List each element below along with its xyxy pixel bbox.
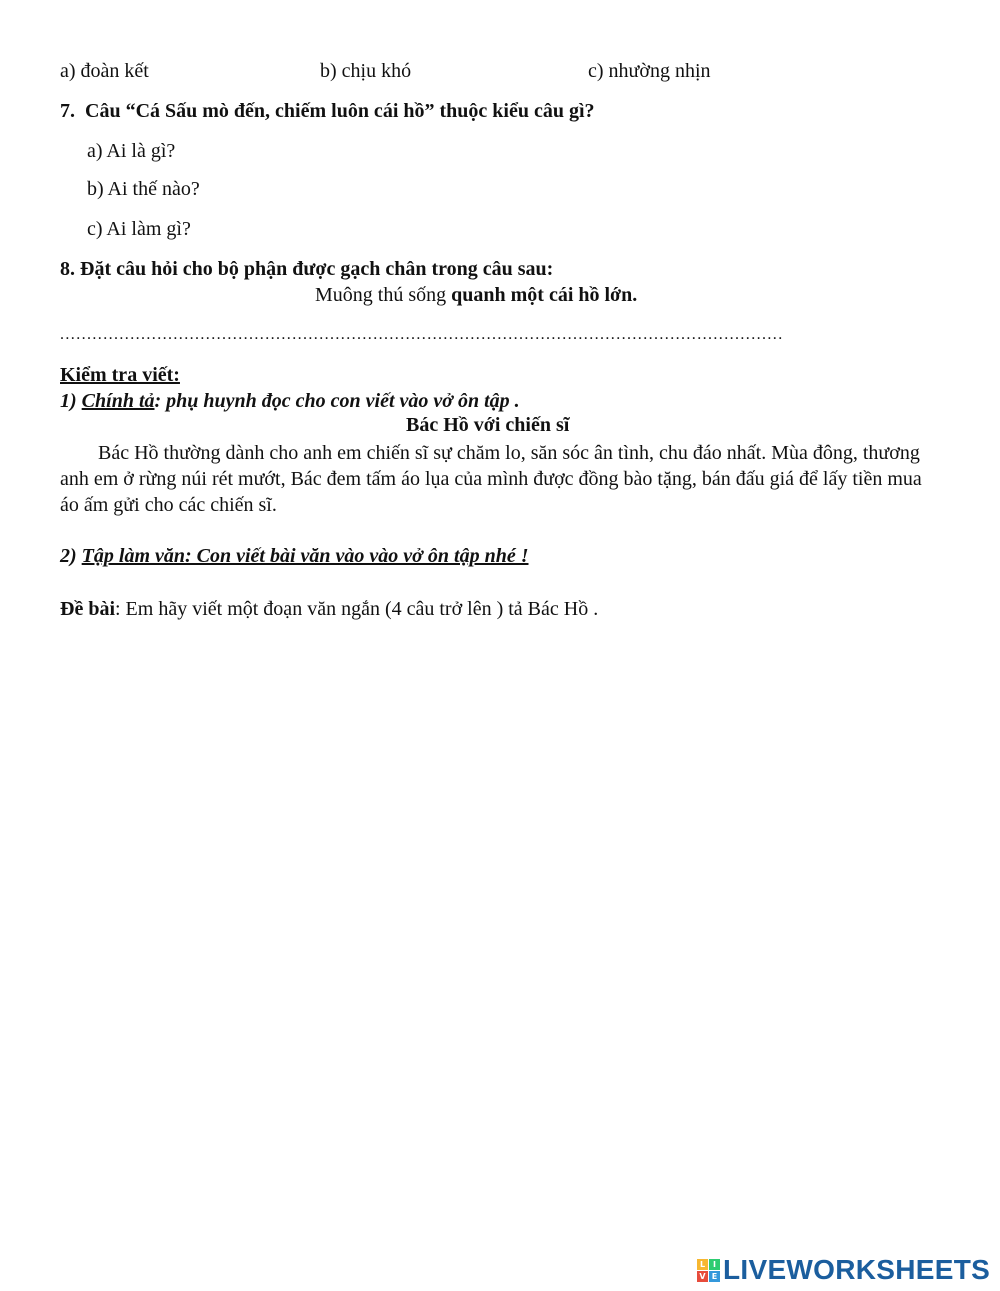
q6-option-a: a) đoàn kết	[60, 60, 149, 82]
topic-text: : Em hãy viết một đoạn văn ngắn (4 câu trở lên ) tả Bác Hồ .	[115, 598, 599, 620]
dictation-instruction	[60, 390, 520, 413]
logo-tile-l: L	[697, 1259, 708, 1270]
q7-question	[60, 100, 595, 123]
q8-sentence-underlined-part: quanh một cái hồ lớn.	[451, 284, 638, 306]
logo-wordmark: LIVEWORKSHEETS	[723, 1254, 991, 1285]
logo-tile-v: V	[697, 1271, 708, 1282]
dictation-rest: : phụ huynh đọc cho con viết vào vở ôn tập .	[154, 390, 520, 412]
q7-option-b: b) Ai thế nào?	[87, 178, 200, 200]
composition-number: 2)	[60, 545, 82, 567]
writing-heading: Kiểm tra viết:	[60, 364, 180, 386]
composition-text: Tập làm văn: Con viết bài văn vào vào vở ôn tập nhé !	[81, 545, 529, 567]
q8-sentence	[315, 284, 637, 307]
q7-number: 7.	[60, 100, 75, 122]
liveworksheets-logo	[697, 1253, 990, 1287]
topic-line	[60, 598, 598, 621]
q8-answer-line: ......................................................................................................................................	[60, 326, 784, 343]
q7-text: Câu “Cá Sấu mò đến, chiếm luôn cái hồ” thuộc kiểu câu gì?	[85, 100, 595, 122]
q8-sentence-plain: Muông thú sống	[315, 284, 452, 306]
logo-tiles-icon	[697, 1259, 720, 1282]
topic-label: Đề bài	[60, 598, 115, 620]
passage-text: Bác Hồ thường dành cho anh em chiến sĩ sự chăm lo, săn sóc ân tình, chu đáo nhất. Mùa đông, thương anh em ở rừng núi rét mướt, Bác đem tấm áo lụa của mình được đồng bào tặng, bán đấu giá để lấy tiền mua áo ấm gửi cho các chiến sĩ.	[60, 442, 922, 516]
dictation-number: 1)	[60, 390, 82, 412]
composition-instruction	[60, 545, 529, 568]
q7-option-a: a) Ai là gì?	[87, 140, 176, 162]
logo-tile-i: I	[709, 1259, 720, 1270]
q7-option-c: c) Ai làm gì?	[87, 218, 191, 240]
dictation-label: Chính tả	[81, 390, 155, 412]
q6-option-b: b) chịu khó	[320, 60, 412, 82]
passage-title: Bác Hồ với chiến sĩ	[406, 414, 570, 436]
q6-option-c: c) nhường nhịn	[588, 60, 711, 82]
q8-question: 8. Đặt câu hỏi cho bộ phận được gạch chân trong câu sau:	[60, 258, 554, 280]
logo-tile-e: E	[709, 1271, 720, 1282]
